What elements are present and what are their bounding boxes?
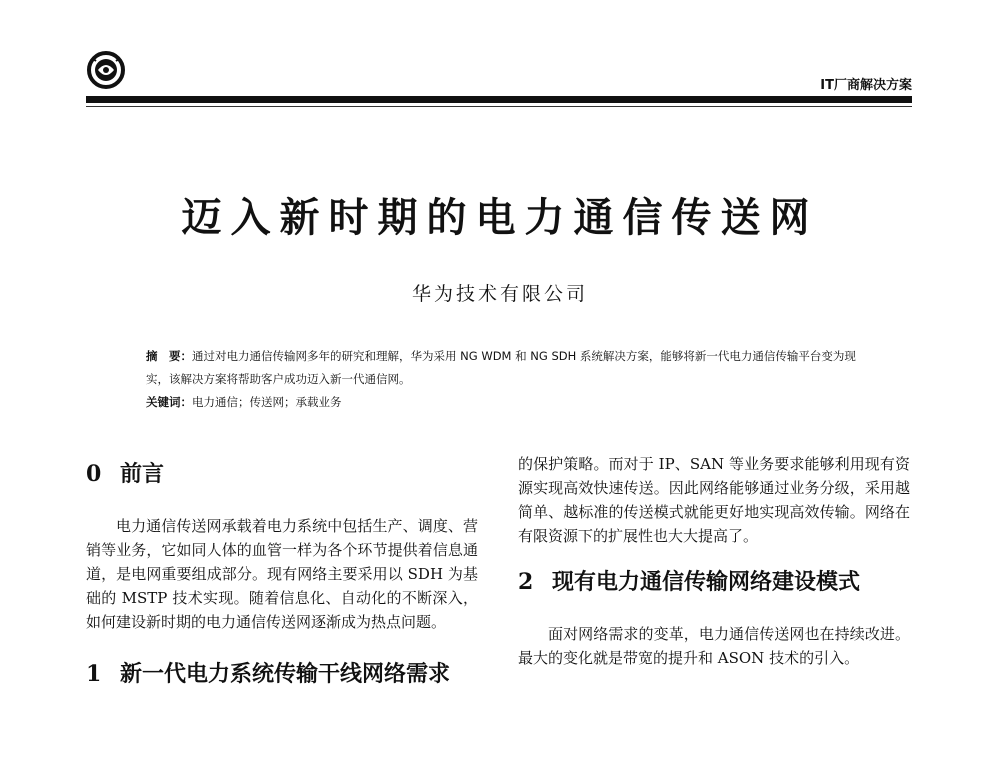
header-rule-thick [86,96,912,103]
abstract-line [146,345,866,391]
section-0-number: 0 [86,461,102,487]
right-column [518,452,910,670]
section-0-heading [86,460,478,488]
header-rule-thin [86,106,912,107]
section-1-number: 1 [86,661,102,687]
section-0-title: 前言 [120,461,165,487]
section-2-paragraph: 面对网络需求的变革，电力通信传送网也在持续改进。最大的变化就是带宽的提升和 ASON 技术的引入。 [518,625,910,667]
article-title: 迈入新时期的电力通信传送网 [181,194,819,241]
abstract-block [146,345,866,414]
section-0-paragraph: 电力通信传送网承载着电力系统中包括生产、调度、营销等业务，它如同人体的血管一样为各个环节提供着信息通道，是电网重要组成部分。现有网络主要采用以 SDH 为基础的 MSTP 技术实现。随着信息化、自动化的不断深入，如何建设新时期的电力通信传送网逐渐成为热点问题。 [86,517,478,631]
section-2-heading [518,568,910,596]
keywords-line [146,391,866,414]
continued-paragraph: 的保护策略。而对于 IP、SAN 等业务要求能够利用现有资源实现高效快速传送。因此网络能够通过业务分级，采用越简单、越标准的传送模式就能更好地实现高效传输。网络在有限资源下的扩展性也大大提高了。 [518,455,910,545]
abstract-text: 通过对电力通信传输网多年的研究和理解，华为采用 NG WDM 和 NG SDH 系统解决方案，能够将新一代电力通信传输平台变为现实，该解决方案将帮助客户成功迈入新一代通信网。 [146,349,856,386]
section-1-title: 新一代电力系统传输干线网络需求 [120,661,451,687]
publication-logo-icon [86,50,126,90]
left-column [86,460,478,688]
keywords-label: 关键词： [146,395,192,409]
keywords-text: 电力通信；传送网；承载业务 [192,395,342,409]
section-1-heading [86,660,478,688]
article-author: 华为技术有限公司 [411,283,588,305]
abstract-label: 摘 要： [146,349,192,363]
section-2-number: 2 [518,569,534,595]
header-section-label: IT厂商解决方案 [820,78,912,93]
section-2-title: 现有电力通信传输网络建设模式 [552,569,861,595]
